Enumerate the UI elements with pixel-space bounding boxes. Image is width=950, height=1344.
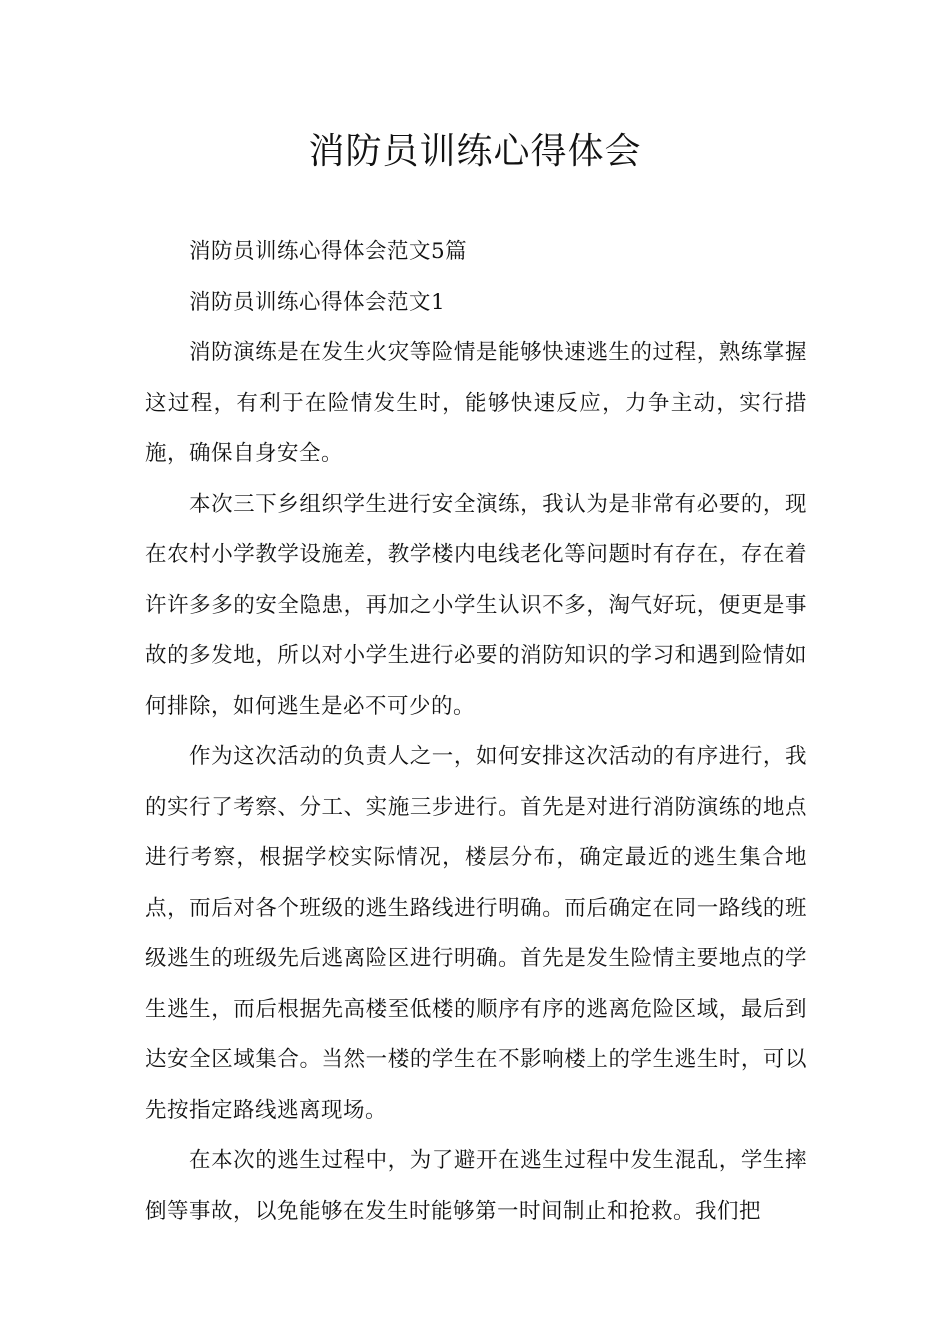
document-title: 消防员训练心得体会	[308, 131, 642, 172]
document-body	[145, 227, 807, 1237]
paragraph: 本次三下乡组织学生进行安全演练，我认为是非常有必要的，现在农村小学教学设施差，教学楼内电线老化等问题时有存在，存在着许许多多的安全隐患，再加之小学生认识不多，淘气好玩，便更是事故的多发地，所以对小学生进行必要的消防知识的学习和遇到险情如何排除，如何逃生是必不可少的。	[145, 491, 807, 719]
paragraph: 作为这次活动的负责人之一，如何安排这次活动的有序进行，我的实行了考察、分工、实施三步进行。首先是对进行消防演练的地点进行考察，根据学校实际情况，楼层分布，确定最近的逃生集合地点，而后对各个班级的逃生路线进行明确。而后确定在同一路线的班级逃生的班级先后逃离险区进行明确。首先是发生险情主要地点的学生逃生，而后根据先高楼至低楼的顺序有序的逃离危险区域，最后到达安全区域集合。当然一楼的学生在不影响楼上的学生逃生时，可以先按指定路线逃离现场。	[145, 744, 807, 1123]
paragraph: 在本次的逃生过程中，为了避开在逃生过程中发生混乱，学生摔倒等事故，以免能够在发生时能够第一时间制止和抢救。我们把	[145, 1148, 807, 1224]
document-subtitle: 消防员训练心得体会范文5篇	[189, 239, 468, 264]
section-heading: 消防员训练心得体会范文1	[189, 289, 446, 315]
paragraph: 消防演练是在发生火灾等险情是能够快速逃生的过程，熟练掌握这过程，有利于在险情发生时，能够快速反应，力争主动，实行措施，确保自身安全。	[145, 340, 807, 466]
